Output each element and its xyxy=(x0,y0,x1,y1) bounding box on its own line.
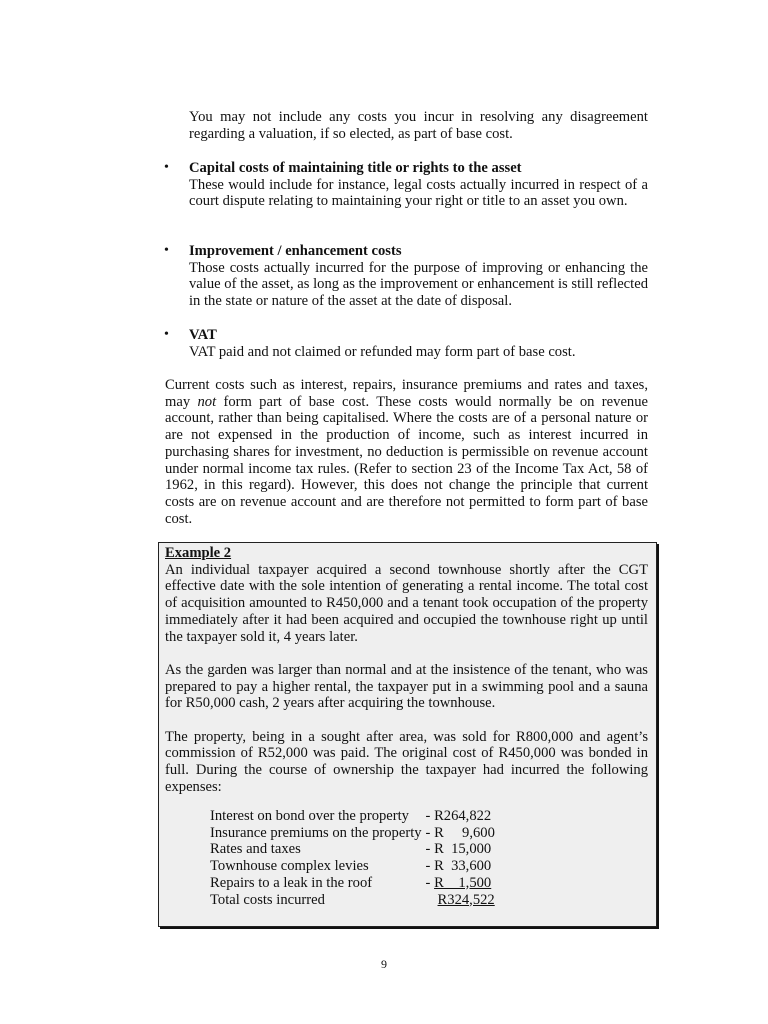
current-costs-paragraph xyxy=(165,377,648,527)
expense-amount: - R 15,000 xyxy=(425,841,492,858)
table-row xyxy=(210,858,495,875)
bullet-heading: VAT xyxy=(189,327,217,343)
total-label: Total costs incurred xyxy=(210,891,325,908)
bullet-heading: Improvement / enhancement costs xyxy=(189,243,402,259)
bullet-improvement-costs xyxy=(189,243,648,310)
bullet-text: Those costs actually incurred for the purpose of improving or enhancing the value of the asset, as long as the improvement or enhancement is still reflected in the state or nature of the asset at the date of disposal. xyxy=(189,259,648,310)
bullet-icon: • xyxy=(164,243,169,258)
table-row xyxy=(210,808,495,825)
bullet-heading: Capital costs of maintaining title or rights to the asset xyxy=(189,160,522,176)
example-paragraph: An individual taxpayer acquired a second townhouse shortly after the CGT effective date with the sole intention of generating a rental income. The total cost of acquisition amounted to R450,000 and a tenant took occupation of the property immediately after it had been acquired and occupied the townhouse right up until the taxpayer sold it, 4 years later. xyxy=(165,561,648,645)
expense-label: Repairs to a leak in the roof xyxy=(210,874,373,891)
example-title: Example 2 xyxy=(165,545,232,561)
example-paragraph: As the garden was larger than normal and at the insistence of the tenant, who was prepared to pay a higher rental, the taxpayer put in a swimming pool and a sauna for R50,000 cash, 2 years after acquiring the townhouse. xyxy=(165,661,648,712)
expense-amount: - R 9,600 xyxy=(425,824,495,841)
total-amount: R324,522 xyxy=(437,891,495,908)
intro-paragraph: You may not include any costs you incur in resolving any disagreement regarding a valuation, if so elected, as part of base cost. xyxy=(189,109,648,142)
table-row xyxy=(210,875,495,892)
bullet-text: These would include for instance, legal costs actually incurred in respect of a court dispute relating to maintaining your right or title to an asset you own. xyxy=(189,176,648,210)
text-run: Current costs such as interest, repairs, insurance premiums and rates and taxes, may xyxy=(165,377,648,410)
expense-label: Insurance premiums on the property xyxy=(210,824,422,841)
example-paragraph: The property, being in a sought after area, was sold for R800,000 and agent’s commission of R52,000 was paid. The original cost of R450,000 was bonded in full. During the course of ownership the taxpayer had incurred the following expenses: xyxy=(165,728,648,795)
expense-label: Townhouse complex levies xyxy=(210,858,369,875)
expense-amount: - R264,822 xyxy=(425,808,492,824)
bullet-capital-costs xyxy=(189,160,648,210)
expense-label: Interest on bond over the property xyxy=(210,808,409,824)
bullet-icon: • xyxy=(164,160,169,175)
expense-amount: - R 1,500 xyxy=(425,874,492,891)
expense-label: Rates and taxes xyxy=(210,841,301,858)
bullet-text: VAT paid and not claimed or refunded may form part of base cost. xyxy=(189,343,576,360)
emphasis: not xyxy=(197,393,217,410)
bullet-icon: • xyxy=(164,327,169,342)
table-row xyxy=(210,825,495,842)
bullet-vat xyxy=(189,327,648,360)
page-number: 9 xyxy=(381,957,387,971)
example-content xyxy=(165,545,648,796)
expenses-table xyxy=(210,808,495,908)
table-row xyxy=(210,841,495,858)
text-run: form part of base cost. These costs would normally be on revenue account, rather than being capitalised. Where the costs are of a personal nature or are not expensed in the production of income, such as interest incurred in purchasing shares for investment, no deduction is permissible on revenue account under normal income tax rules. (Refer to section 23 of the Income Tax Act, 58 of 1962, in this regard). However, this does not change the principle that current costs are on revenue account and are therefore not permitted to form part of base cost. xyxy=(165,393,648,527)
expense-amount: - R 33,600 xyxy=(425,858,492,875)
total-row xyxy=(210,892,495,909)
